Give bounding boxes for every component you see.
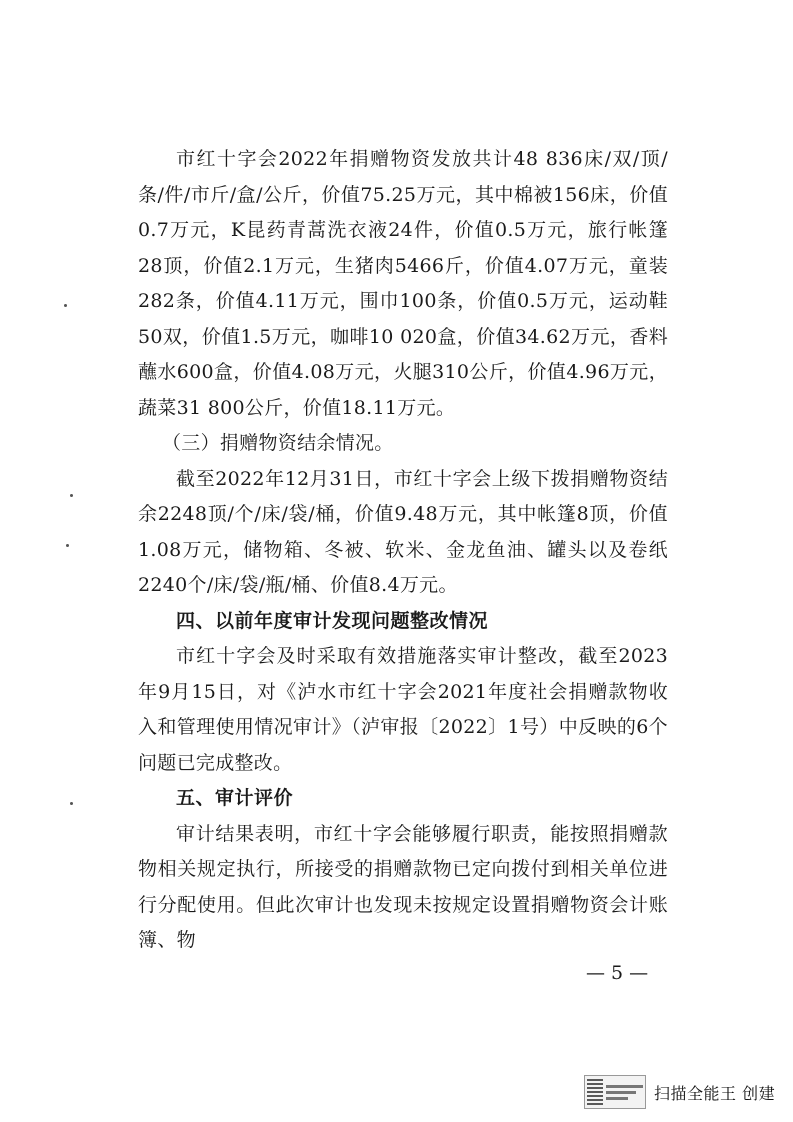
heading-previous-audit-rectification: 四、以前年度审计发现问题整改情况 xyxy=(176,609,489,632)
scan-speck xyxy=(66,544,69,547)
scan-speck xyxy=(64,304,67,307)
scanner-logo-icon xyxy=(584,1075,646,1109)
scan-speck xyxy=(70,802,73,805)
subheading-remaining-materials: （三）捐赠物资结余情况。 xyxy=(162,432,394,454)
paragraph-previous-audit-rectification: 市红十字会及时采取有效措施落实审计整改，截至2023年9月15日，对《泸水市红十字会2021年度社会捐赠款物收入和管理使用情况审计》（泸审报〔2022〕1号）中反映的6个问题已完成整改。 xyxy=(138,645,668,774)
paragraph-remaining-materials: 截至2022年12月31日，市红十字会上级下拨捐赠物资结余2248顶/个/床/袋/桶，价值9.48万元，其中帐篷8顶，价值1.08万元，储物箱、冬被、软米、金龙鱼油、罐头以及卷纸2240个/床/袋/瓶/桶、价值8.4万元。 xyxy=(138,467,668,596)
watermark-text: 扫描全能王 创建 xyxy=(654,1083,776,1103)
scanner-watermark xyxy=(584,1072,775,1112)
heading-audit-evaluation: 五、审计评价 xyxy=(176,787,294,809)
document-body xyxy=(138,142,668,959)
paragraph-donation-distribution: 市红十字会2022年捐赠物资发放共计48 836床/双/顶/条/件/市斤/盒/公斤，价值75.25万元，其中棉被156床，价值0.7万元，K昆药青蒿洗衣液24件，价值0.5万元，旅行帐篷28顶，价值2.1万元，生猪肉5466斤，价值4.07万元，童装282条，价值4.11万元，围巾100条，价值0.5万元，运动鞋50双，价值1.5万元，咖啡10 020盒，价值34.62万元，香料蘸水600盒，价值4.08万元，火腿310公斤，价值4.96万元，蔬菜31 800公斤，价值18.11万元。 xyxy=(138,148,668,419)
page-number: — 5 — xyxy=(586,962,649,984)
scan-speck xyxy=(70,494,73,497)
qr-code-icon xyxy=(587,1079,603,1105)
paragraph-audit-evaluation: 审计结果表明，市红十字会能够履行职责，能按照捐赠款物相关规定执行，所接受的捐赠款物已定向拨付到相关单位进行分配使用。但此次审计也发现未按规定设置捐赠物资会计账簿、物 xyxy=(138,822,668,951)
